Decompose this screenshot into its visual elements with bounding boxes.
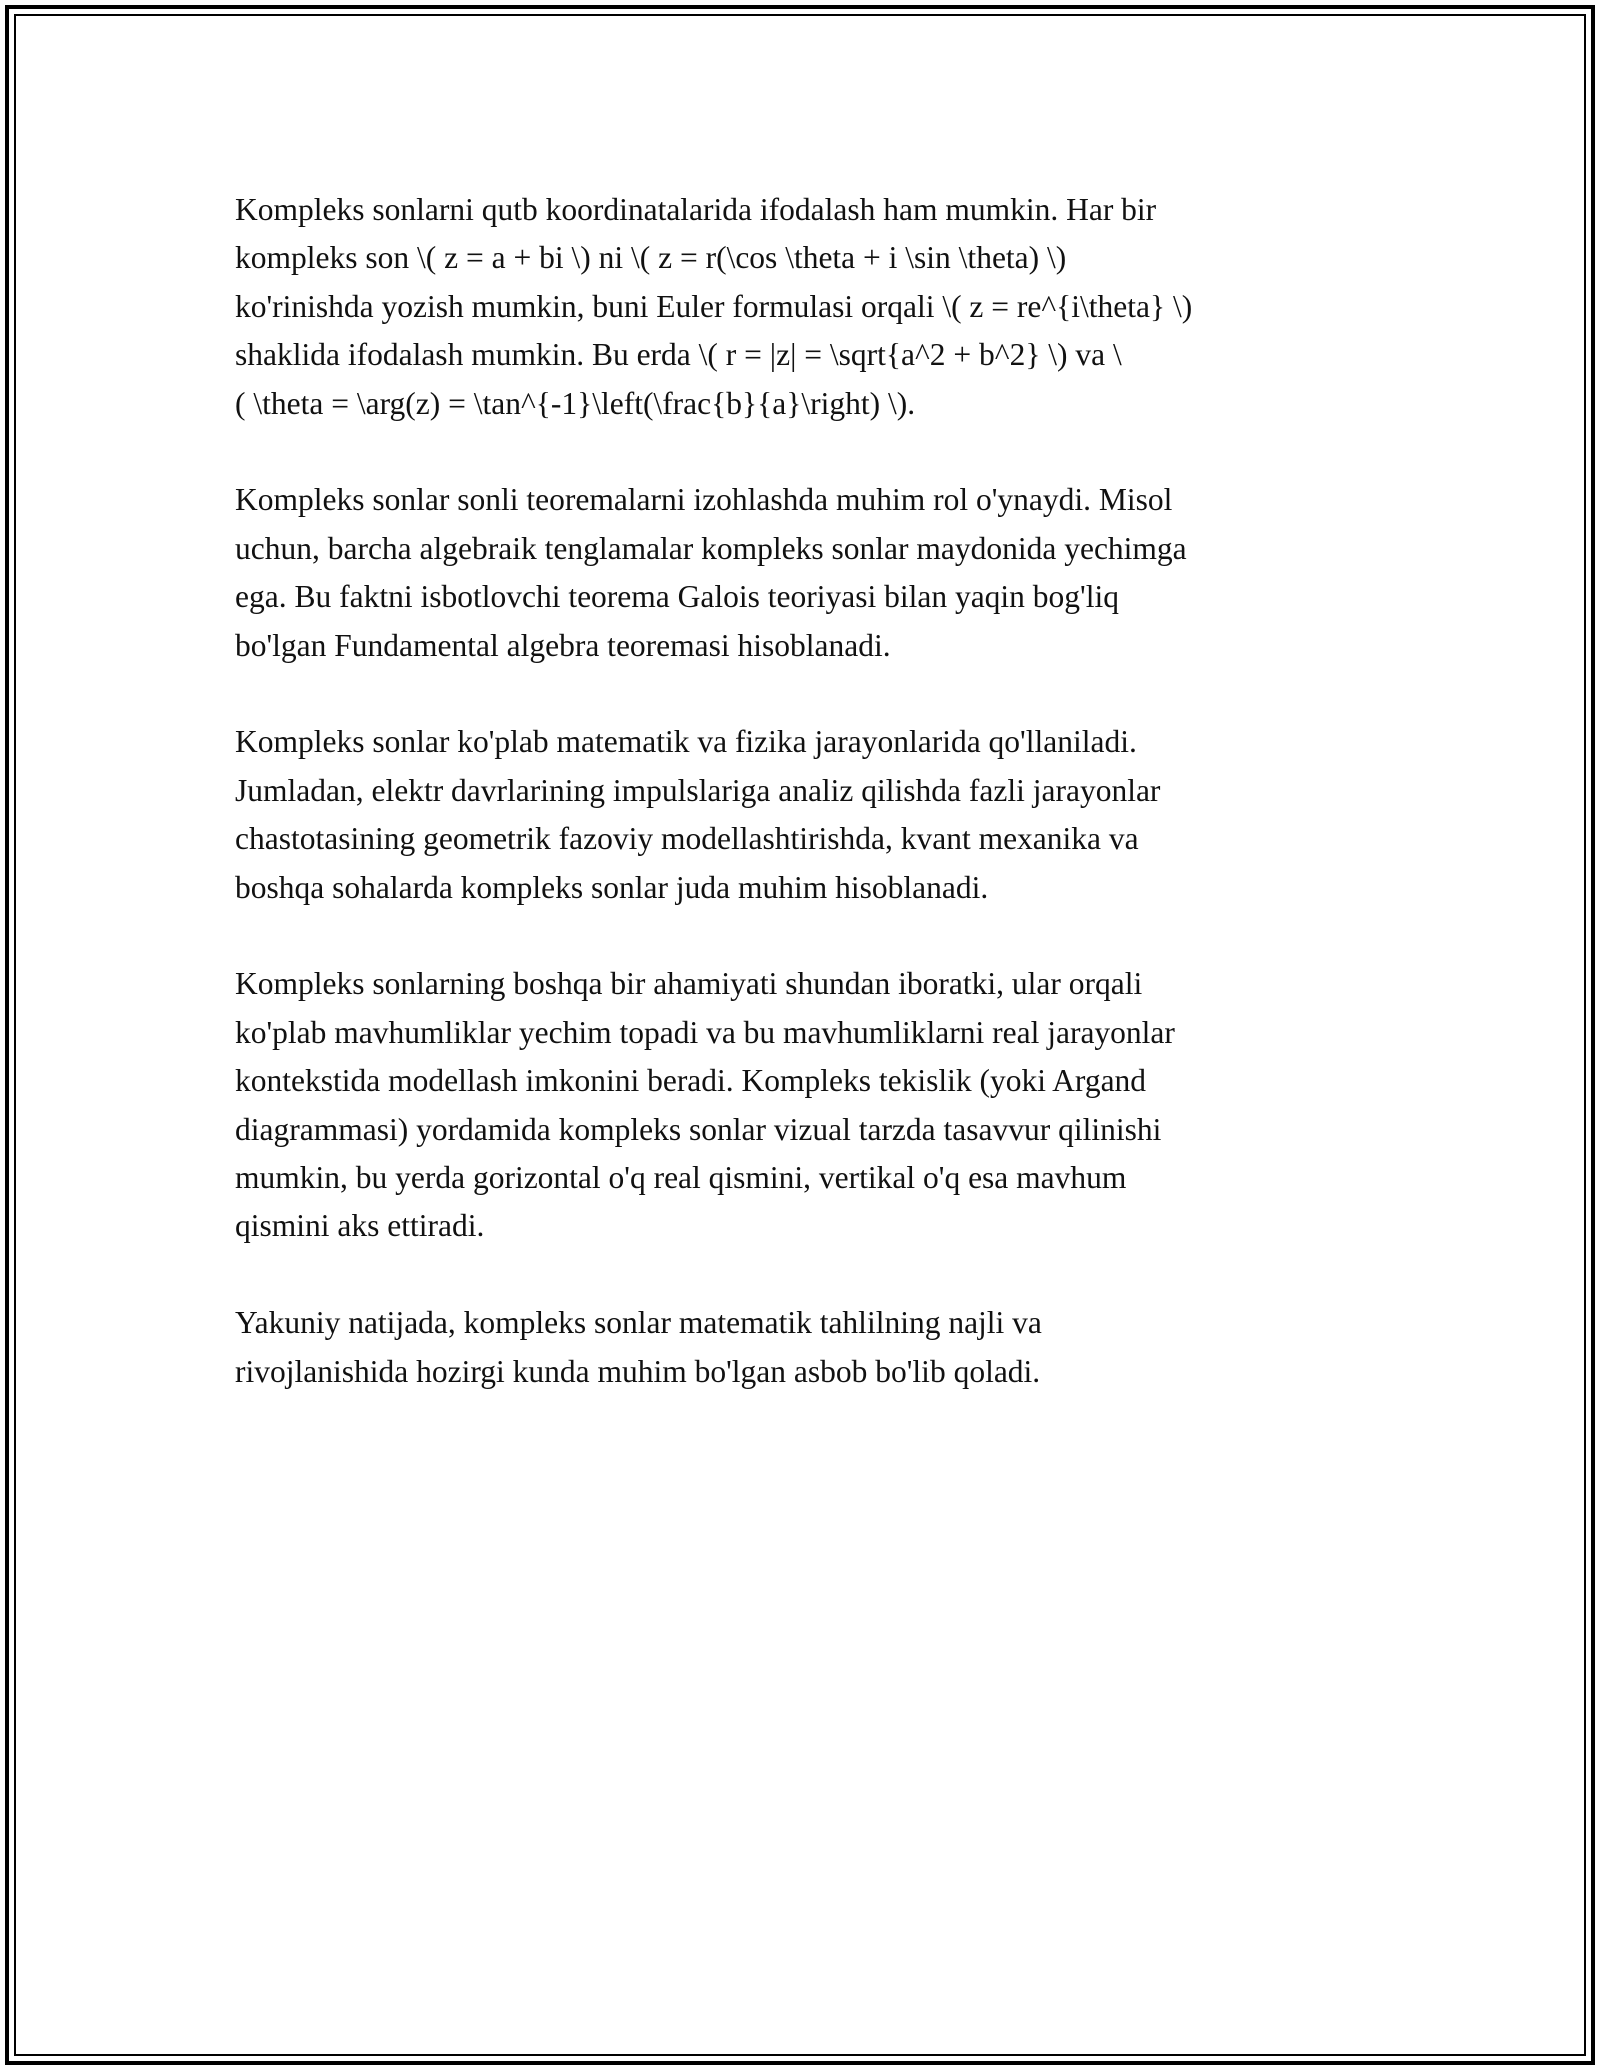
paragraph-argand-plane: Kompleks sonlarning boshqa bir ahamiyati shundan iboratki, ular orqali ko'plab mavhumliklar yechim topadi va bu mavhumliklarni real jarayonlar kontekstida modellash imkonini beradi. Kompleks tekislik (yoki Argand diagrammasi) yordamida kompleks sonlar vizual tarzda tasavvur qilinishi mumkin, bu yerda gorizontal o'q real qismini, vertikal o'q esa mavhum qismini aks ettiradi. xyxy=(235,966,1175,1244)
paragraph-polar-form: Kompleks sonlarni qutb koordinatalarida ifodalash ham mumkin. Har bir kompleks son \( z = a + bi \) ni \( z = r(\cos \theta + i \sin \theta) \) ko'rinishda yozish mumkin, buni Euler formulasi orqali \( z = re^{i\theta} \) shaklida ifodalash mumkin. Bu erda \( r = |z| = \sqrt{a^2 + b^2} \) va \ ( \theta = \arg(z) = \tan^{-1}\left(\frac{b}{a}\right) \). xyxy=(235,192,1193,421)
paragraph-conclusion: Yakuniy natijada, kompleks sonlar matematik tahlilning najli va rivojlanishida hozirgi kunda muhim bo'lgan asbob bo'lib qoladi. xyxy=(235,1305,1042,1389)
document-body xyxy=(235,186,1365,1444)
paragraph-applications: Kompleks sonlar ko'plab matematik va fizika jarayonlarida qo'llaniladi. Jumladan, elektr davrlarining impulslariga analiz qilishda fazli jarayonlar chastotasining geometrik fazoviy modellashtirishda, kvant mexanika va boshqa sohalarda kompleks sonlar juda muhim hisoblanadi. xyxy=(235,724,1161,905)
paragraph-fundamental-theorem: Kompleks sonlar sonli teoremalarni izohlashda muhim rol o'ynaydi. Misol uchun, barcha algebraik tenglamalar kompleks sonlar maydonida yechimga ega. Bu faktni isbotlovchi teorema Galois teoriyasi bilan yaqin bog'liq bo'lgan Fundamental algebra teoremasi hisoblanadi. xyxy=(235,482,1187,663)
